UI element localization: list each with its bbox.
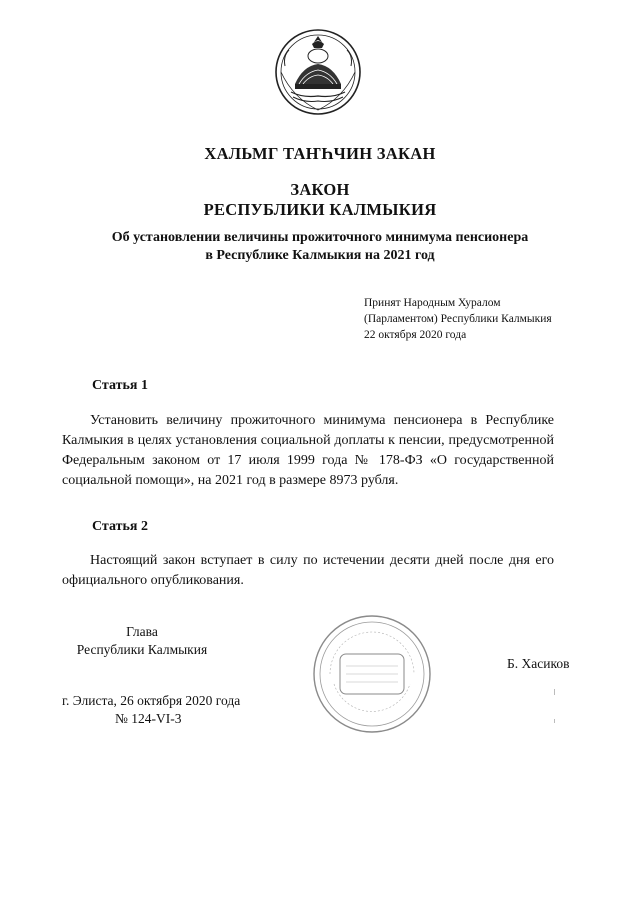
law-number: № 124-VI-3 (115, 711, 182, 726)
scan-mark (554, 719, 555, 723)
document-title (0, 180, 640, 220)
kalmykia-coat-of-arms-icon (273, 26, 363, 118)
signatory-position-line2: Республики Калмыкия (76, 642, 208, 657)
scan-mark (554, 689, 555, 695)
adoption-note-line1: Принят Народным Хуралом (364, 297, 501, 309)
signatory-name: Б. Хасиков (507, 656, 570, 671)
article1-text: Установить величину прожиточного минимума пенсионера в Республике Калмыкия в целях установления социальной доплаты к пенсии, предусмотренной Федеральным законом от 17 июля 1999 года № 178-ФЗ «О государственной социальной помощи», на 2021 год в размере 8973 рубля. (62, 413, 554, 488)
place-and-date (62, 692, 240, 728)
adoption-note (364, 295, 552, 343)
article2-paragraph (62, 551, 554, 591)
document-subject (0, 229, 640, 265)
document-title-kalmyk: ХАЛЬМГ ТАҤҺЧИН ЗАКАН (204, 144, 436, 163)
adoption-note-line2: (Парламентом) Республики Калмыкия (364, 313, 552, 325)
signatory-position-line1: Глава (126, 624, 158, 639)
adoption-note-date: 22 октября 2020 года (364, 329, 467, 341)
document-subject-line2: в Республике Калмыкия на 2021 год (205, 248, 435, 263)
article2-heading: Статья 2 (92, 519, 148, 534)
signatory-position (62, 623, 222, 659)
place-date-text: г. Элиста, 26 октября 2020 года (62, 693, 241, 708)
document-subject-line1: Об установлении величины прожиточного минимума пенсионера (111, 230, 529, 245)
article2-text: Настоящий закон вступает в силу по истечении десяти дней после дня его официального опубликования. (62, 553, 554, 588)
document-title-line1: ЗАКОН (290, 180, 350, 199)
article1-heading: Статья 1 (92, 378, 148, 393)
document-title-line2: РЕСПУБЛИКИ КАЛМЫКИЯ (203, 200, 437, 219)
article1-paragraph (62, 411, 554, 491)
official-round-stamp-icon (310, 612, 434, 736)
